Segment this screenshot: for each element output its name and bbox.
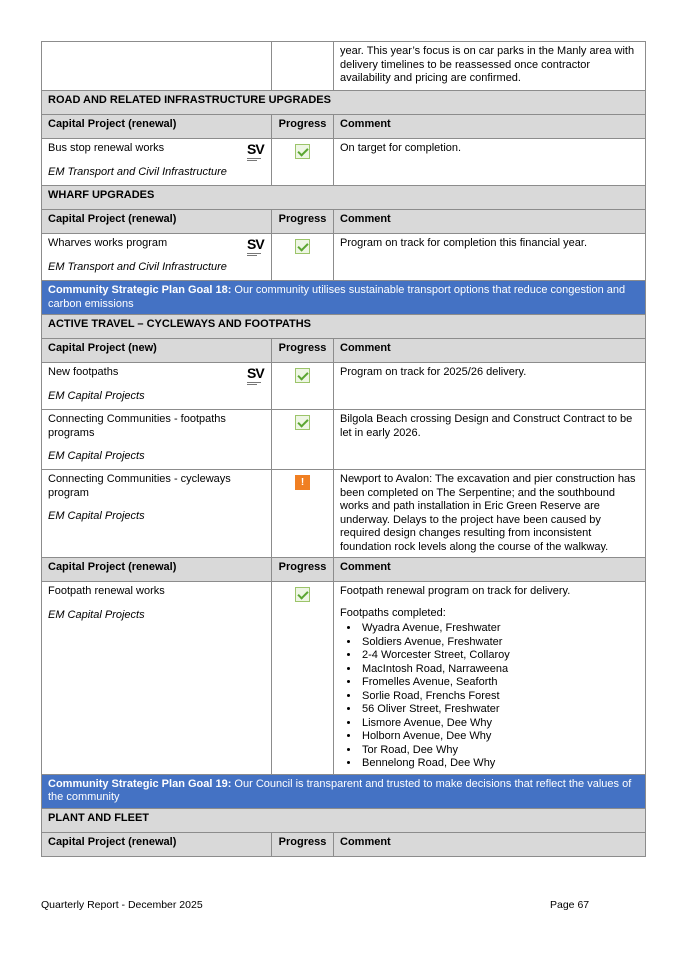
header-project: Capital Project (new): [42, 339, 272, 363]
project-owner: EM Capital Projects: [48, 389, 145, 402]
header-project: Capital Project (renewal): [42, 115, 272, 139]
table-header-active-renewal: [42, 558, 646, 582]
header-project: Capital Project (renewal): [42, 210, 272, 234]
on-track-check-icon: [295, 239, 310, 254]
project-cell: [42, 363, 272, 410]
list-item: • Bennelong Road, Dee Why: [360, 757, 639, 771]
section-title-road: ROAD AND RELATED INFRASTRUCTURE UPGRADES: [42, 91, 646, 115]
footer-report-title: Quarterly Report - December 2025: [41, 899, 203, 911]
header-comment: Comment: [334, 832, 646, 856]
project-name: Connecting Communities - footpaths programs: [48, 413, 226, 439]
comment-cell: [334, 582, 646, 775]
list-item: • 56 Oliver Street, Freshwater: [360, 703, 639, 717]
list-item: • MacIntosh Road, Narraweena: [360, 663, 639, 677]
comment-cell: Newport to Avalon: The excavation and pier construction has been completed on The Serpentine; and the southbound works and path installation in Eric Green Reserve are underway. Delays to the project have been caused by required design changes resulting from inconsistent foundation rock levels along the course of the walkway.: [334, 470, 646, 558]
comment-cell: Program on track for completion this financial year.: [334, 234, 646, 281]
list-item: • Wyadra Avenue, Freshwater: [360, 622, 639, 636]
section-title-plant: PLANT AND FLEET: [42, 808, 646, 832]
project-name: Wharves works program: [48, 237, 168, 249]
comment-cell: Bilgola Beach crossing Design and Construct Contract to be let in early 2026.: [334, 410, 646, 470]
on-track-check-icon: [295, 415, 310, 430]
comment-cell: On target for completion.: [334, 139, 646, 186]
list-title: Footpaths completed:: [340, 606, 446, 619]
footpaths-list: [340, 622, 639, 771]
project-owner: EM Transport and Civil Infrastructure: [48, 260, 227, 273]
list-item: • Soldiers Avenue, Freshwater: [360, 636, 639, 650]
table-row: [42, 139, 646, 186]
table-row: [42, 582, 646, 775]
table-row: [42, 410, 646, 470]
header-progress: Progress: [272, 832, 334, 856]
renewal-comment: Footpath renewal program on track for delivery.: [340, 585, 571, 597]
project-name: Bus stop renewal works: [48, 142, 165, 154]
list-item: • Holborn Avenue, Dee Why: [360, 730, 639, 744]
header-comment: Comment: [334, 339, 646, 363]
project-cell: [42, 139, 272, 186]
table-row: [42, 363, 646, 410]
project-cell: [42, 582, 272, 775]
continuation-comment: year. This year’s focus is on car parks in the Manly area with delivery timelines to be reassessed once contractor availability and pricing are confirmed.: [334, 42, 646, 91]
progress-cell: [272, 410, 334, 470]
footer-page-number: Page 67: [550, 899, 590, 911]
header-comment: Comment: [334, 210, 646, 234]
project-owner: EM Capital Projects: [48, 608, 145, 621]
header-comment: Comment: [334, 558, 646, 582]
table-header-wharf: [42, 210, 646, 234]
warning-icon: !: [295, 475, 310, 490]
project-name: Footpath renewal works: [48, 585, 165, 597]
list-item: • Lismore Avenue, Dee Why: [360, 717, 639, 731]
section-title-wharf: WHARF UPGRADES: [42, 186, 646, 210]
table-row: [42, 470, 646, 558]
project-cell: [42, 470, 272, 558]
goal-19-band: [42, 774, 646, 808]
list-item: • Sorlie Road, Frenchs Forest: [360, 690, 639, 704]
on-track-check-icon: [295, 368, 310, 383]
project-name: Connecting Communities - cycleways program: [48, 473, 231, 499]
comment-cell: Program on track for 2025/26 delivery.: [334, 363, 646, 410]
list-item: • Fromelles Avenue, Seaforth: [360, 676, 639, 690]
project-name: New footpaths: [48, 366, 119, 378]
capital-works-table: [41, 41, 646, 857]
table-header-plant: [42, 832, 646, 856]
sv-logo-icon: SV: [247, 142, 265, 164]
goal-text: Our community utilises sustainable transport options that reduce congestion and carbon emissions: [48, 284, 626, 310]
table-header-active-new: [42, 339, 646, 363]
sv-logo-icon: SV: [247, 366, 265, 388]
header-comment: Comment: [334, 115, 646, 139]
project-owner: EM Capital Projects: [48, 450, 145, 462]
goal-label: Community Strategic Plan Goal 19:: [48, 777, 232, 790]
project-owner: EM Capital Projects: [48, 510, 145, 522]
progress-cell: [272, 582, 334, 775]
progress-cell: [272, 470, 334, 558]
goal-label: Community Strategic Plan Goal 18:: [48, 284, 232, 296]
header-progress: Progress: [272, 558, 334, 582]
on-track-check-icon: [295, 144, 310, 159]
section-title-active-travel: ACTIVE TRAVEL – CYCLEWAYS AND FOOTPATHS: [42, 315, 646, 339]
progress-cell: [272, 139, 334, 186]
list-item: • 2-4 Worcester Street, Collaroy: [360, 649, 639, 663]
header-project: Capital Project (renewal): [42, 558, 272, 582]
goal-18-band: [42, 281, 646, 315]
table-row: [42, 234, 646, 281]
progress-cell: [272, 234, 334, 281]
project-cell: [42, 234, 272, 281]
header-project: Capital Project (renewal): [42, 832, 272, 856]
header-progress: Progress: [272, 210, 334, 234]
sv-logo-icon: SV: [247, 237, 265, 259]
list-item: • Tor Road, Dee Why: [360, 744, 639, 758]
goal-text: Our Council is transparent and trusted to make decisions that reflect the values of the community: [48, 777, 632, 803]
header-progress: Progress: [272, 339, 334, 363]
project-owner: EM Transport and Civil Infrastructure: [48, 165, 227, 178]
progress-cell: [272, 363, 334, 410]
table-header-road: [42, 115, 646, 139]
header-progress: Progress: [272, 115, 334, 139]
project-cell: [42, 410, 272, 470]
continuation-row: [42, 42, 646, 91]
on-track-check-icon: [295, 587, 310, 602]
